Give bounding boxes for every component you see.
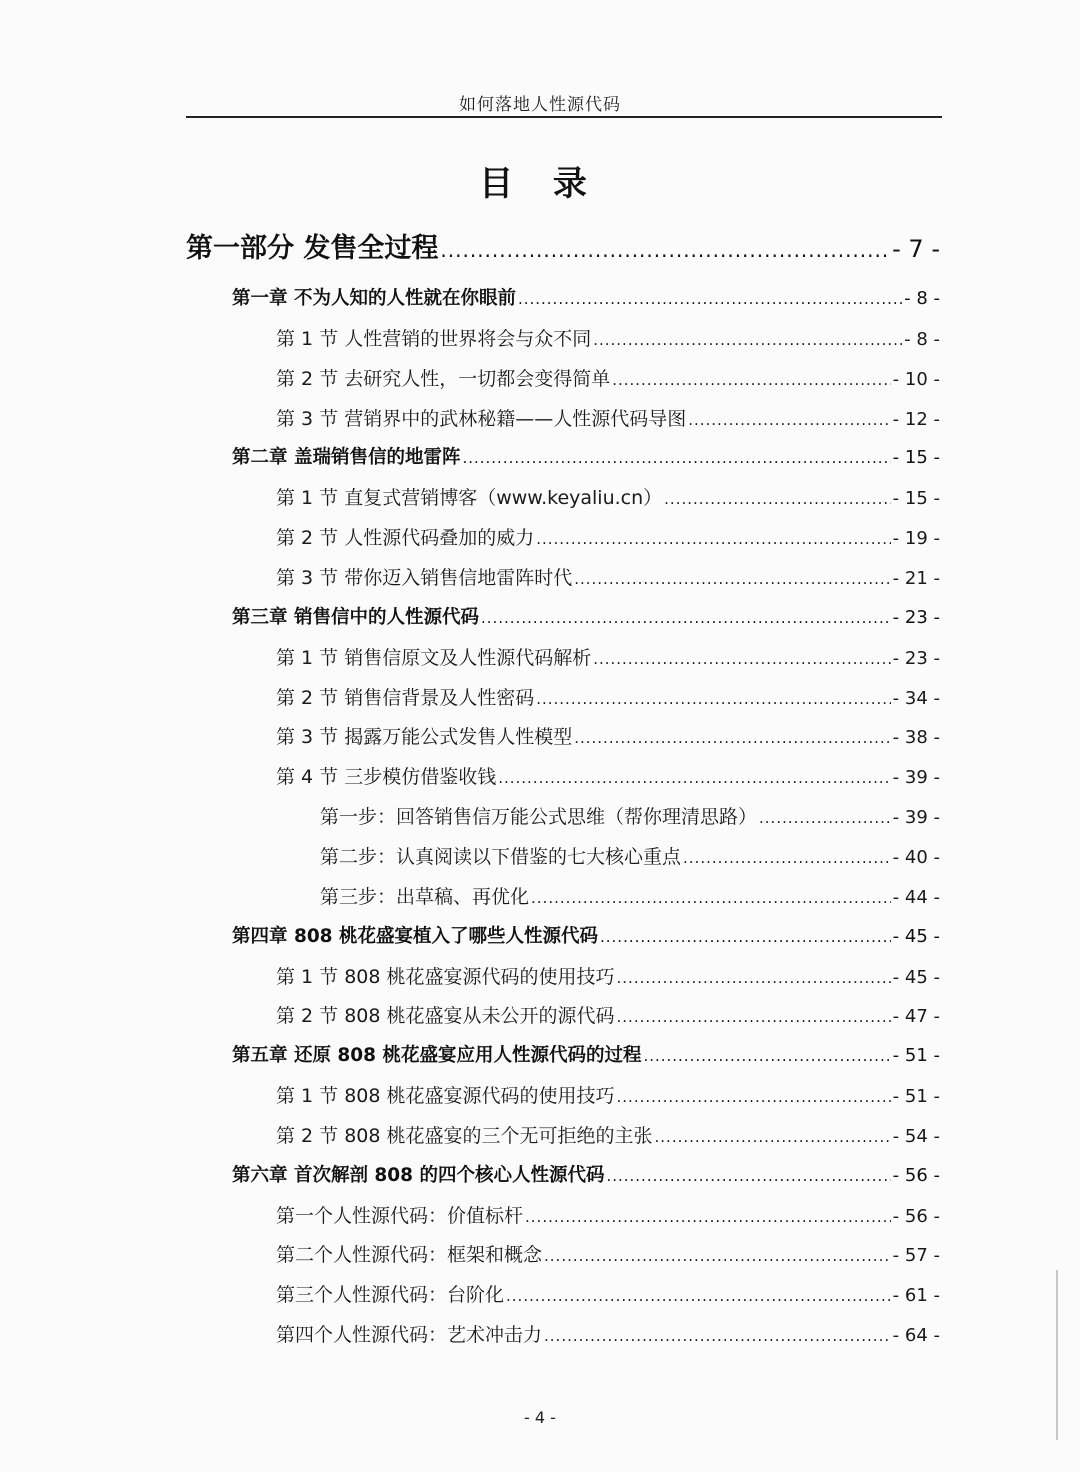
toc-entry-page: - 39 - [892,807,940,829]
toc-entry-step[interactable] [320,842,940,869]
toc-title: 目 录 [479,164,601,204]
toc-entry-sec[interactable] [276,1121,940,1148]
toc-entry-label: 第 2 节 销售信背景及人性密码 [276,686,535,709]
toc-entry-page: - 39 - [892,767,940,789]
scan-edge-mark [1056,1270,1058,1440]
toc-entry-sec[interactable] [276,1240,940,1267]
toc-entry-sec[interactable] [276,523,940,550]
toc-entry-label: 第 2 节 808 桃花盛宴从未公开的源代码 [276,1005,615,1028]
page-number: - 4 - [524,1408,556,1427]
dot-leader [536,690,890,708]
dot-leader [518,290,902,308]
dot-leader [506,1287,891,1305]
toc-part-entry[interactable] [186,226,940,265]
toc-entry-sec[interactable] [276,683,940,710]
toc-entry-sec[interactable] [276,364,940,391]
dot-leader [593,331,902,349]
toc-entry-label: 第 3 节 营销界中的武林秘籍——人性源代码导图 [276,407,687,430]
toc-entry-sec[interactable] [276,762,940,789]
toc-entry-label: 第六章 首次解剖 808 的四个核心人性源代码 [232,1164,605,1186]
toc-entry-page: - 8 - [904,288,940,309]
toc-entry-chap[interactable] [232,443,940,469]
toc-entry-label: 第三个人性源代码：台阶化 [276,1284,505,1307]
dot-leader [688,411,890,429]
dot-leader [574,729,890,747]
dot-leader [655,1128,891,1146]
toc-entry-label: 第 4 节 三步模仿借鉴收钱 [276,766,497,789]
toc-entry-label: 第四个人性源代码：艺术冲击力 [276,1324,543,1347]
dot-leader [600,928,891,946]
toc-entry-label: 第三章 销售信中的人性源代码 [232,606,479,628]
toc-entry-page: - 45 - [892,966,940,988]
toc-entry-page: - 54 - [892,1125,940,1147]
toc-entry-page: - 8 - [904,328,940,350]
toc-entry-sec[interactable] [276,722,940,749]
toc-entry-sec[interactable] [276,1001,940,1028]
toc-entry-page: - 56 - [892,1164,940,1186]
toc-entry-chap[interactable] [232,1161,940,1187]
dot-leader [481,609,891,627]
toc-entry-label: 第一章 不为人知的人性就在你眼前 [232,288,516,309]
dot-leader [593,650,890,668]
toc-entry-page: - 40 - [892,846,940,868]
toc-entry-label: 第 1 节 人性营销的世界将会与众不同 [276,327,592,350]
toc-entry-step[interactable] [320,882,940,909]
toc-entry-page: - 57 - [892,1245,940,1267]
dot-leader [544,1327,891,1345]
toc-entry-page: - 45 - [892,925,940,947]
toc-entry-sec[interactable] [276,643,940,670]
toc-entry-page: - 15 - [892,447,940,469]
toc-entry-page: - 15 - [892,488,940,510]
toc-entry-page: - 34 - [892,687,940,709]
toc-entry-page: - 47 - [892,1006,940,1028]
toc-entry-page: - 56 - [892,1205,940,1227]
toc-entry-sec[interactable] [276,563,940,590]
dot-leader [525,1208,891,1226]
toc-entry-page: - 23 - [892,606,940,628]
toc-entry-sec[interactable] [276,962,940,989]
toc-part-page: - 7 - [892,235,940,263]
toc-entry-label: 第四章 808 桃花盛宴植入了哪些人性源代码 [232,925,598,947]
toc-entry-page: - 19 - [892,528,940,550]
dot-leader [664,490,891,508]
toc-entry-page: - 38 - [892,727,940,749]
toc-entry-page: - 51 - [892,1086,940,1107]
toc-entry-sec[interactable] [276,404,940,431]
toc-entry-sec[interactable] [276,324,940,351]
dot-leader [462,449,890,467]
dot-leader [440,238,890,262]
toc-entry-sec[interactable] [276,1280,940,1307]
toc-entry-chap[interactable] [232,284,940,310]
toc-entry-page: - 44 - [892,886,940,908]
toc-entry-sec[interactable] [276,1201,940,1228]
toc-entry-page: - 12 - [892,408,940,430]
dot-leader [606,1167,890,1185]
running-header: 如何落地人性源代码 [459,95,621,115]
toc-entry-page: - 10 - [892,368,940,390]
toc-entry-page: - 61 - [892,1285,940,1307]
toc-entry-step[interactable] [320,802,940,829]
dot-leader [643,1047,890,1065]
toc-entry-page: - 21 - [892,568,940,589]
toc-entry-sec[interactable] [276,1320,940,1347]
toc-entry-label: 第二步：认真阅读以下借鉴的七大核心重点 [320,845,682,868]
toc-entry-label: 第 1 节 销售信原文及人性源代码解析 [276,646,592,669]
toc-entry-chap[interactable] [232,1041,940,1067]
toc-entry-sec[interactable] [276,1081,940,1108]
toc-entry-label: 第一个人性源代码：价值标杆 [276,1204,524,1227]
dot-leader [574,570,890,588]
dot-leader [498,769,890,787]
toc-entry-label: 第 2 节 808 桃花盛宴的三个无可拒绝的主张 [276,1124,653,1147]
dot-leader [617,1008,891,1026]
toc-entry-chap[interactable] [232,922,940,948]
toc-entry-label: 第 3 节 揭露万能公式发售人性模型 [276,726,573,749]
dot-leader [759,809,891,827]
toc-part-label: 第一部分 发售全过程 [186,233,439,264]
dot-leader [612,371,890,389]
toc-entry-page: - 23 - [892,647,940,669]
toc-entry-label: 第二个人性源代码：框架和概念 [276,1244,543,1267]
toc-entry-label: 第三步：出草稿、再优化 [320,885,530,908]
toc-entry-chap[interactable] [232,603,940,629]
toc-entry-label: 第 1 节 直复式营销博客（www.keyaliu.cn） [276,487,663,510]
toc-entry-label: 第 2 节 去研究人性，一切都会变得简单 [276,367,611,390]
toc-entry-label: 第一步：回答销售信万能公式思维（帮你理清思路） [320,806,758,829]
dot-leader [617,969,891,987]
toc-entry-label: 第二章 盖瑞销售信的地雷阵 [232,447,461,469]
toc-entry-page: - 51 - [892,1045,940,1067]
toc-entry-label: 第 3 节 带你迈入销售信地雷阵时代 [276,567,573,589]
dot-leader [683,849,891,867]
dot-leader [617,1088,891,1106]
toc-entry-label: 第五章 还原 808 桃花盛宴应用人性源代码的过程 [232,1045,642,1067]
toc-entry-label: 第 2 节 人性源代码叠加的威力 [276,527,535,550]
toc-entry-page: - 64 - [892,1325,940,1347]
dot-leader [544,1247,891,1265]
dot-leader [536,530,890,548]
toc-entry-label: 第 1 节 808 桃花盛宴源代码的使用技巧 [276,1085,615,1107]
toc-entry-sec[interactable] [276,483,940,510]
toc-entry-label: 第 1 节 808 桃花盛宴源代码的使用技巧 [276,965,615,988]
dot-leader [531,889,891,907]
